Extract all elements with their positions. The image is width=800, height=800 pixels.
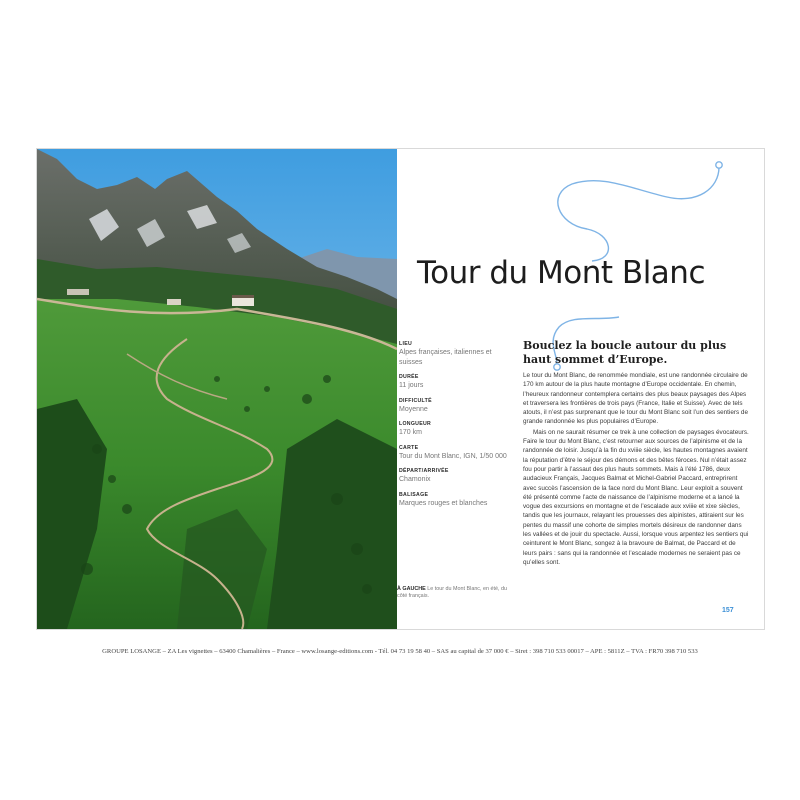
info-field xyxy=(399,492,511,509)
body-paragraph: Le tour du Mont Blanc, de renommée mondiale, est une randonnée circulaire de 170 km autour de la plus haute montagne d’Europe occidentale. En chemin, l’heureux randonneur contemplera certains des plus beaux paysages des Alpes et traversera les frontières de trois pays (France, Italie et Suisse). Avec de tels atouts, il n’est pas surprenant que le tour du Mont Blanc soit l’un des sentiers de grande randonnée les plus populaires d’Europe. xyxy=(523,372,748,426)
info-label: CARTE xyxy=(399,444,419,451)
info-label: DURÉE xyxy=(399,374,419,380)
info-field xyxy=(399,445,511,462)
book-spread xyxy=(36,148,765,630)
info-value: Tour du Mont Blanc, IGN, 1/50 000 xyxy=(399,452,507,460)
info-field xyxy=(399,398,511,415)
info-value: 11 jours xyxy=(399,382,424,389)
info-label: BALISAGE xyxy=(399,491,429,498)
subheading: Bouclez la boucle autour du plus haut sommet d’Europe. xyxy=(523,339,727,366)
info-value: Marques rouges et blanches xyxy=(399,499,488,507)
info-field xyxy=(399,374,511,391)
caption-text: Le tour du Mont Blanc, en été, du côté français. xyxy=(397,586,507,599)
info-value: 170 km xyxy=(399,429,422,436)
page-title: Tour du Mont Blanc xyxy=(417,255,705,291)
info-label: DÉPART/ARRIVÉE xyxy=(399,468,449,474)
right-page xyxy=(397,149,765,629)
info-label: LONGUEUR xyxy=(399,421,432,427)
info-field xyxy=(399,421,511,438)
caption-lead: À GAUCHE xyxy=(397,586,426,592)
publisher-footer: GROUPE LOSANGE – ZA Les vignettes – 63400 Chamalières – France – www.losange-editions.com - Tél. 04 73 19 58 40 – SAS au capital de 37 000 € – Siret : 398 710 533 00017 – APE : 5811Z – TVA : FR70 398 710 533 xyxy=(102,648,698,655)
info-field xyxy=(399,341,511,367)
info-field xyxy=(399,468,511,485)
info-value: Alpes françaises, italiennes et suisses xyxy=(399,349,492,366)
info-label: LIEU xyxy=(399,341,413,347)
info-value: Moyenne xyxy=(399,405,428,413)
mountain-photo xyxy=(37,149,397,629)
info-sidebar xyxy=(399,341,511,515)
photo-caption xyxy=(397,586,513,600)
info-label: DIFFICULTÉ xyxy=(399,397,432,404)
body-paragraph: Mais on ne saurait résumer ce trek à une collection de paysages évocateurs. Faire le tour du Mont Blanc, c’est retourner aux sources de l’alpinisme et de la randonnée de loisir. Jusqu’à la fin du xviiie siècle, les hautes montagnes avaient la réputation d’être le séjour des démons et des bêtes féroces. Nul n’était assez fou pour partir à l’assaut des plus hauts sommets. Mais à l’été 1786, deux audacieux Français, Jacques Balmat et Michel-Gabriel Paccard, entreprirent avec succès l’ascension de la face nord du Mont Blanc. Leur exploit a souvent été présenté comme l’acte de naissance de l’alpinisme moderne et a lancé la vogue des excursions en montagne et de l’escalade aux xviiie et xixe siècles, tandis que les journaux, relayant les prouesses des alpinistes, attiraient sur les pentes du massif une cohorte de simples mortels désireux de randonner dans les vallées et de jouir du spectacle. Aussi, lorsque vous arpentez les sentiers qui ceinturent le Mont Blanc, songez à la bravoure de Balmat, de Paccard et de leurs pairs : sans qui la randonnée et l’escalade modernes ne seraient pas ce qu’elles sont. xyxy=(523,428,749,566)
info-value: Chamonix xyxy=(399,476,431,483)
page-number: 157 xyxy=(722,607,734,614)
body-text xyxy=(523,371,751,567)
